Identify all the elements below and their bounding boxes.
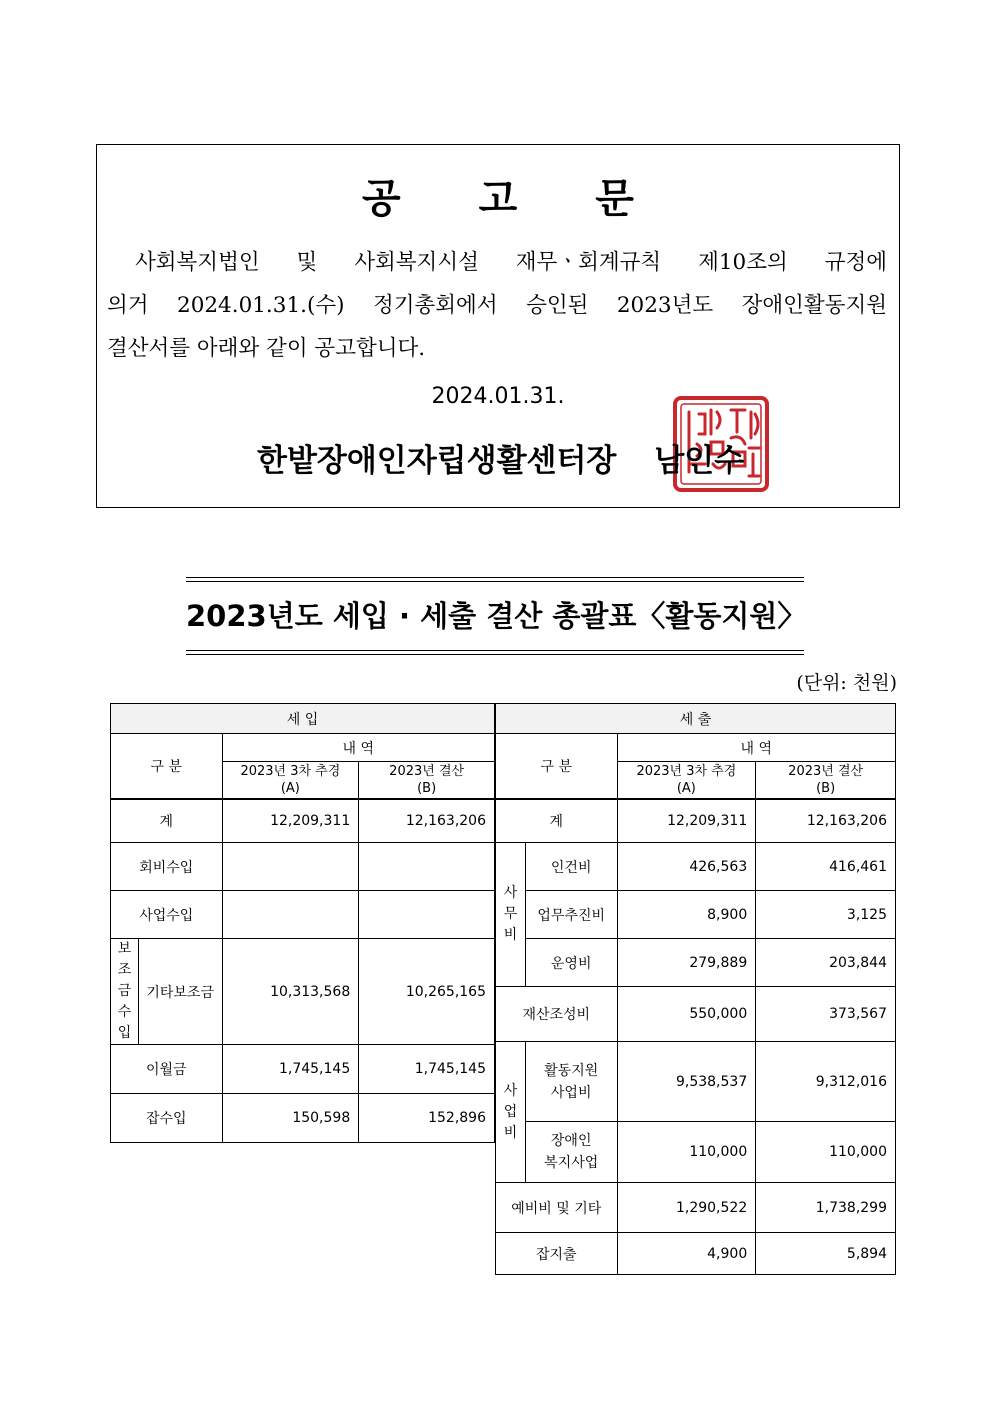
row-label: 회비수입 [111,843,223,891]
notice-line-1: 사회복지법인 및 사회복지시설 재무ㆍ회계규칙 제10조의 규정에 [135,250,887,275]
table-row [496,1122,896,1183]
value-a: 1,290,522 [617,1183,756,1233]
value-b: 12,163,206 [756,799,896,843]
value-a: 12,209,311 [617,799,756,843]
value-a: 10,313,568 [222,939,359,1045]
revenue-col-detail: 내 역 [222,734,494,762]
table-row [111,843,495,891]
table-row [496,987,896,1042]
notice-box [96,144,900,508]
table-row [111,891,495,939]
table-row [111,1045,495,1094]
revenue-header: 세 입 [111,704,495,734]
value-a: 110,000 [617,1122,756,1183]
table-row [496,799,896,843]
value-b [359,843,495,891]
value-b: 373,567 [756,987,896,1042]
row-label: 이월금 [111,1045,223,1094]
row-label: 재산조성비 [496,987,618,1042]
value-a: 12,209,311 [222,799,359,843]
value-b: 5,894 [756,1233,896,1275]
value-b: 12,163,206 [359,799,495,843]
table-row [111,1094,495,1143]
notice-date: 2024.01.31. [431,384,565,409]
notice-org: 한밭장애인자립생활센터장 [257,443,617,479]
value-a: 9,538,537 [617,1042,756,1122]
title-rule-bottom-1 [186,650,804,651]
revenue-table [110,703,495,1143]
value-a: 150,598 [222,1094,359,1143]
value-b: 1,745,145 [359,1045,495,1094]
row-label: 활동지원 사업비 [525,1042,617,1122]
value-a [222,891,359,939]
expense-header: 세 출 [496,704,896,734]
notice-signature [257,435,744,480]
expense-col-detail: 내 역 [617,734,896,762]
expense-table [495,703,896,1275]
row-label: 예비비 및 기타 [496,1183,618,1233]
value-b: 3,125 [756,891,896,939]
summary-title: 2023년도 세입 · 세출 결산 총괄표〈활동지원〉 [186,599,807,633]
value-b: 110,000 [756,1122,896,1183]
value-a: 1,745,145 [222,1045,359,1094]
value-b: 203,844 [756,939,896,987]
row-label: 계 [496,799,618,843]
table-row [496,1183,896,1233]
table-row [496,939,896,987]
table-row [496,1233,896,1275]
table-row [111,939,495,1045]
expense-col-category: 구 분 [496,734,618,799]
row-label: 업무추진비 [525,891,617,939]
table-row [496,891,896,939]
value-b: 9,312,016 [756,1042,896,1122]
value-a: 426,563 [617,843,756,891]
row-label: 운영비 [525,939,617,987]
value-a: 8,900 [617,891,756,939]
value-a: 4,900 [617,1233,756,1275]
row-label: 계 [111,799,223,843]
expense-col-b: 2023년 결산 (B) [756,762,896,799]
revenue-col-a: 2023년 3차 추경 (A) [222,762,359,799]
revenue-col-category: 구 분 [111,734,223,799]
row-label: 인건비 [525,843,617,891]
table-row [496,843,896,891]
value-a [222,843,359,891]
value-a: 279,889 [617,939,756,987]
table-row [496,1042,896,1122]
value-b: 10,265,165 [359,939,495,1045]
row-label: 잡지출 [496,1233,618,1275]
notice-line-2: 의거 2024.01.31.(수) 정기총회에서 승인된 2023년도 장애인활동지원 [107,293,887,318]
row-label: 잡수입 [111,1094,223,1143]
revenue-col-b: 2023년 결산 (B) [359,762,495,799]
row-label: 장애인 복지사업 [525,1122,617,1183]
value-a: 550,000 [617,987,756,1042]
notice-line-3: 결산서를 아래와 같이 공고합니다. [107,336,426,361]
table-row [111,799,495,843]
title-rule-bottom-2 [186,654,804,655]
subsidy-group-label: 보 조 금 수 입 [111,939,139,1045]
unit-label: (단위: 천원) [796,672,897,694]
admin-group-label: 사 무 비 [496,843,526,987]
project-group-label: 사 업 비 [496,1042,526,1183]
notice-title: 공고문 [362,176,712,222]
row-label: 사업수입 [111,891,223,939]
notice-person: 남인수 [654,443,745,479]
value-b: 1,738,299 [756,1183,896,1233]
title-rule-top-1 [186,577,804,578]
expense-col-a: 2023년 3차 추경 (A) [617,762,756,799]
notice-body [107,241,887,370]
value-b: 416,461 [756,843,896,891]
row-label: 기타보조금 [138,939,222,1045]
value-b [359,891,495,939]
title-rule-top-2 [186,581,804,582]
value-b: 152,896 [359,1094,495,1143]
